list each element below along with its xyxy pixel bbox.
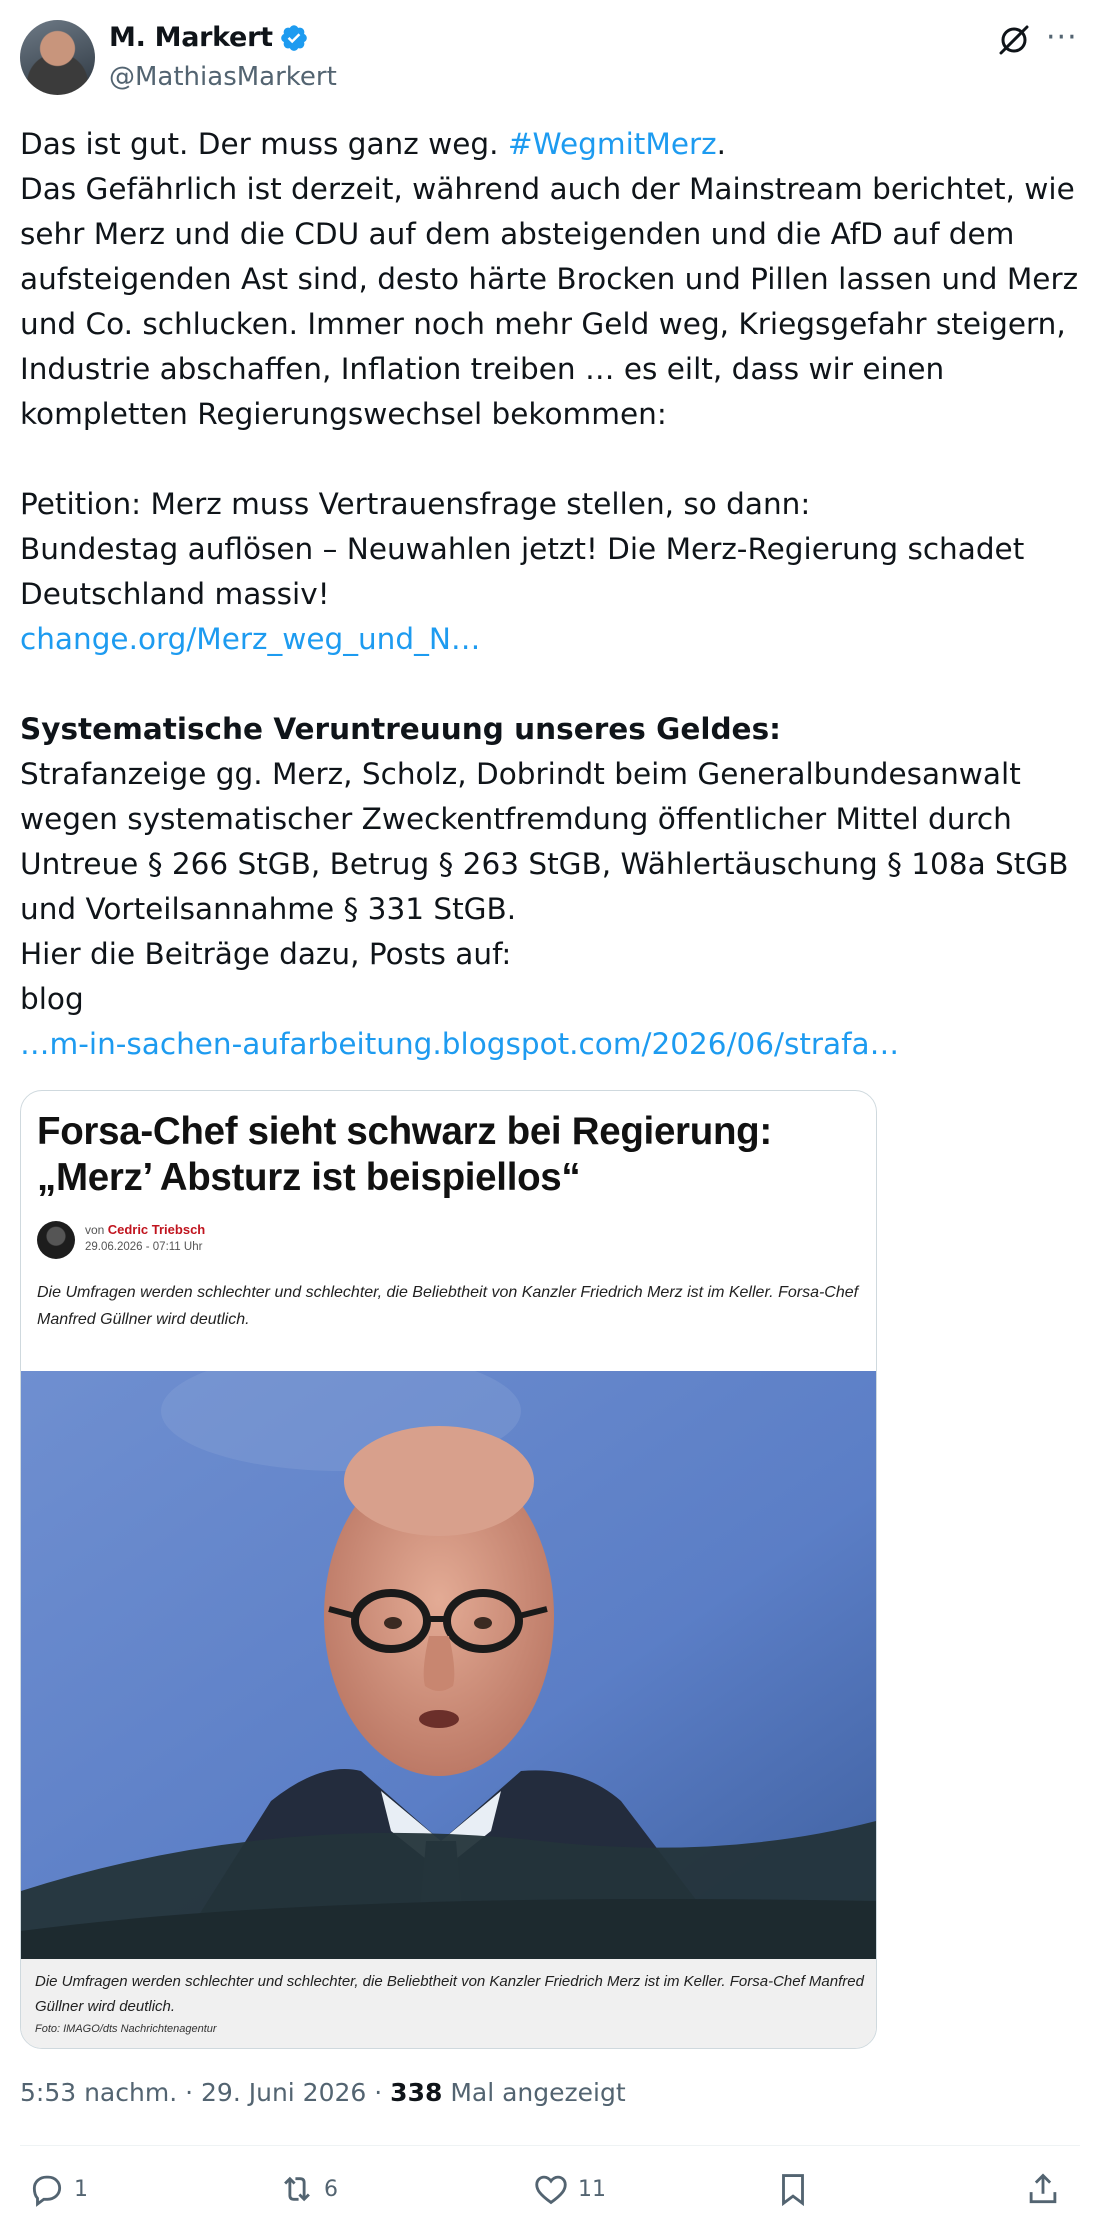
article-title: Forsa-Chef sieht schwarz bei Regierung: „Merz’ Absturz ist beispiellos“ [37, 1110, 772, 1199]
tweet-paragraph-1: Das Gefährlich ist derzeit, während auch der Mainstream berichtet, wie sehr Merz und die CDU auf dem absteigenden und die AfD auf dem aufsteigenden Ast sind, desto härte Brocken und Pillen lassen und Merz und Co. schlucken. Immer noch mehr Geld weg, Kriegsgefahr steigern, Industrie abschaffen, Inflation treiben … es eilt, dass wir einen kompletten Regierungswechsel bekommen: [20, 172, 1079, 431]
blog-link[interactable]: …m-in-sachen-aufarbeitung.blogspot.com/2026/06/strafa… [20, 1027, 900, 1061]
repost-count: 6 [324, 2176, 338, 2202]
article-author-avatar [37, 1221, 75, 1259]
bookmark-icon [774, 2170, 812, 2208]
article-author: von Cedric Triebsch [85, 1222, 206, 1237]
article-teaser: Die Umfragen werden schlechter und schlechter, die Beliebtheit von Kanzler Friedrich Merz ist im Keller. Forsa-Chef Manfred Güllner wird deutlich. [37, 1284, 859, 1328]
petition-line-2: Bundestag auflösen – Neuwahlen jetzt! Die Merz-Regierung schadet Deutschland massiv! [20, 532, 1025, 611]
petition-line-1: Petition: Merz muss Vertrauensfrage stellen, so dann: [20, 487, 811, 521]
like-count: 11 [578, 2176, 606, 2202]
hashtag-link[interactable]: #WegmitMerz [507, 127, 717, 161]
author-name-row[interactable] [109, 22, 309, 53]
author-handle[interactable]: @MathiasMarkert [109, 62, 337, 92]
article-caption: Die Umfragen werden schlechter und schlechter, die Beliebtheit von Kanzler Friedrich Merz ist im Keller. Forsa-Chef Manfred Güllner wird deutlich. [35, 1973, 864, 2015]
tweet-text: Das ist gut. Der muss ganz weg. #WegmitMerz. Das Gefährlich ist derzeit, während auch der Mainstream berichtet, wie sehr Merz und die CDU auf dem absteigenden und die AfD auf dem aufsteigenden Ast sind, desto härte Brocken und Pillen lassen und Merz und Co. schlucken. Immer noch mehr Geld weg, Kriegsgefahr steigern, Industrie abschaffen, Inflation treiben … es eilt, dass wir einen kompletten Regierungswechsel bekommen: Petition: Merz muss Vertrauensfrage stellen, so dann: Bundestag auflösen – Neuwahlen jetzt! Die Merz-Regierung schadet Deutschland massiv! change.org/Merz_weg_und_N… Systematische Veruntreuung unseres Geldes: Strafanzeige gg. Merz, Scholz, Dobrindt beim Generalbundesanwalt wegen systematischer Zweckentfremdung öffentlicher Mittel durch Untreue § 266 StGB, Betrug § 263 StGB, Wählertäuschung § 108a StGB und Vorteilsannahme § 331 StGB. Hier die Beiträge dazu, Posts auf: blog …m-in-sachen-aufarbeitung.blogspot.com/2026/06/strafa… [20, 127, 1079, 1061]
author-avatar[interactable] [20, 20, 95, 95]
view-count: 338 [390, 2078, 443, 2107]
share-icon [1024, 2170, 1062, 2208]
like-button[interactable] [532, 2170, 606, 2208]
more-options-icon[interactable]: ··· [1046, 20, 1078, 55]
post-time[interactable]: 5:53 nachm. [20, 2078, 178, 2107]
tweet-meta: 5:53 nachm. · 29. Juni 2026 · 338 Mal angezeigt [20, 2078, 626, 2107]
author-name[interactable]: M. Markert [109, 22, 273, 53]
tweet-paragraph-2: Strafanzeige gg. Merz, Scholz, Dobrindt beim Generalbundesanwalt wegen systematischer Zweckentfremdung öffentlicher Mittel durch Untreue § 266 StGB, Betrug § 263 StGB, Wählertäuschung § 108a StGB und Vorteilsannahme § 331 StGB. [20, 757, 1069, 926]
article-photo [21, 1371, 876, 1959]
bookmark-button[interactable] [774, 2170, 812, 2208]
article-date: 29.06.2026 - 07:11 Uhr [85, 1241, 203, 1253]
repost-icon [278, 2170, 316, 2208]
reply-icon [28, 2170, 66, 2208]
tweet-intro: Das ist gut. Der muss ganz weg. [20, 127, 499, 161]
petition-link[interactable]: change.org/Merz_weg_und_N… [20, 622, 481, 656]
posts-line: Hier die Beiträge dazu, Posts auf: [20, 937, 512, 971]
photo-credit: Foto: IMAGO/dts Nachrichtenagentur [35, 2023, 217, 2035]
grok-icon[interactable] [996, 22, 1032, 58]
article-image-card[interactable] [20, 1090, 877, 2049]
article-caption-box [21, 1959, 876, 2048]
share-button[interactable] [1024, 2170, 1062, 2208]
tweet-heading: Systematische Veruntreuung unseres Geldes: [20, 712, 781, 746]
repost-button[interactable] [278, 2170, 338, 2208]
like-icon [532, 2170, 570, 2208]
views-label: Mal angezeigt [450, 2078, 626, 2107]
reply-button[interactable] [28, 2170, 88, 2208]
divider [20, 2145, 1080, 2146]
reply-count: 1 [74, 2176, 88, 2202]
post-date[interactable]: 29. Juni 2026 [201, 2078, 367, 2107]
verified-badge-icon [279, 23, 309, 53]
blog-word: blog [20, 982, 84, 1016]
